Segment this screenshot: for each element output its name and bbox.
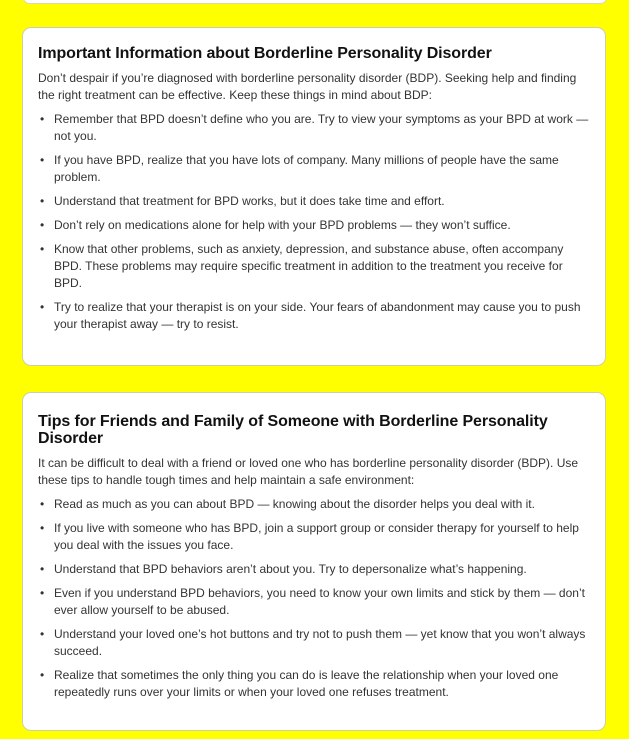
previous-card-edge: [0, 0, 629, 4]
list-item: [38, 667, 589, 701]
bullet-icon: •: [40, 112, 45, 126]
list-item-text: Don’t rely on medications alone for help with your BPD problems — they won’t suffice.: [54, 218, 511, 232]
list-item-text: Realize that sometimes the only thing you can do is leave the relationship when your loved one repeatedly runs over your limits or when your loved one refuses treatment.: [54, 668, 559, 699]
list-item: [38, 585, 589, 619]
section-intro: It can be difficult to deal with a friend or loved one who has borderline personality disorder (BDP). Use these tips to handle tough times and help maintain a safe environment:: [38, 456, 579, 487]
friends-family-tips-card: [22, 392, 606, 731]
previous-card-bottom: [22, 0, 608, 4]
list-item: [38, 496, 589, 513]
tips-list: [38, 496, 589, 701]
section-intro: Don’t despair if you’re diagnosed with borderline personality disorder (BDP). Seeking help and finding the right treatment can be effective. Keep these things in mind about BDP:: [38, 71, 577, 102]
list-item: [38, 152, 589, 186]
bpd-info-card: [22, 27, 606, 366]
list-item-text: If you have BPD, realize that you have lots of company. Many millions of people have the same problem.: [54, 153, 559, 184]
list-item-text: Understand that treatment for BPD works, but it does take time and effort.: [54, 194, 445, 208]
list-item-text: If you live with someone who has BPD, join a support group or consider therapy for yourself to help you deal with the issues you face.: [54, 521, 579, 552]
list-item-text: Understand that BPD behaviors aren’t about you. Try to depersonalize what’s happening.: [54, 562, 527, 576]
list-item-text: Understand your loved one’s hot buttons and try not to push them — yet know that you won’t always succeed.: [54, 627, 586, 658]
bullet-icon: •: [40, 242, 45, 256]
list-item-text: Remember that BPD doesn’t define who you are. Try to view your symptoms as your BPD at work — not you.: [54, 112, 589, 143]
bullet-icon: •: [40, 153, 45, 167]
list-item: [38, 111, 589, 145]
bullet-icon: •: [40, 668, 45, 682]
list-item: [38, 193, 589, 210]
list-item: [38, 217, 589, 234]
list-item-text: Read as much as you can about BPD — knowing about the disorder helps you deal with it.: [54, 497, 535, 511]
bullet-icon: •: [40, 497, 45, 511]
bullet-icon: •: [40, 218, 45, 232]
list-item-text: Try to realize that your therapist is on your side. Your fears of abandonment may cause you to push your therapist away — try to resist.: [54, 300, 581, 331]
bullet-icon: •: [40, 521, 45, 535]
bullet-icon: •: [40, 586, 45, 600]
list-item: [38, 299, 589, 333]
list-item: [38, 520, 589, 554]
list-item: [38, 626, 589, 660]
list-item: [38, 241, 589, 292]
bullet-icon: •: [40, 627, 45, 641]
list-item: [38, 561, 589, 578]
list-item-text: Know that other problems, such as anxiety, depression, and substance abuse, often accompany BPD. These problems may require specific treatment in addition to the treatment you receive for BPD.: [54, 242, 564, 290]
section-title: Tips for Friends and Family of Someone with Borderline Personality Disorder: [38, 413, 548, 447]
list-item-text: Even if you understand BPD behaviors, you need to know your own limits and stick by them — don’t ever allow yourself to be abused.: [54, 586, 585, 617]
section-title: Important Information about Borderline Personality Disorder: [38, 45, 492, 62]
bullet-icon: •: [40, 300, 45, 314]
bullet-icon: •: [40, 194, 45, 208]
tips-list: [38, 111, 589, 333]
bullet-icon: •: [40, 562, 45, 576]
